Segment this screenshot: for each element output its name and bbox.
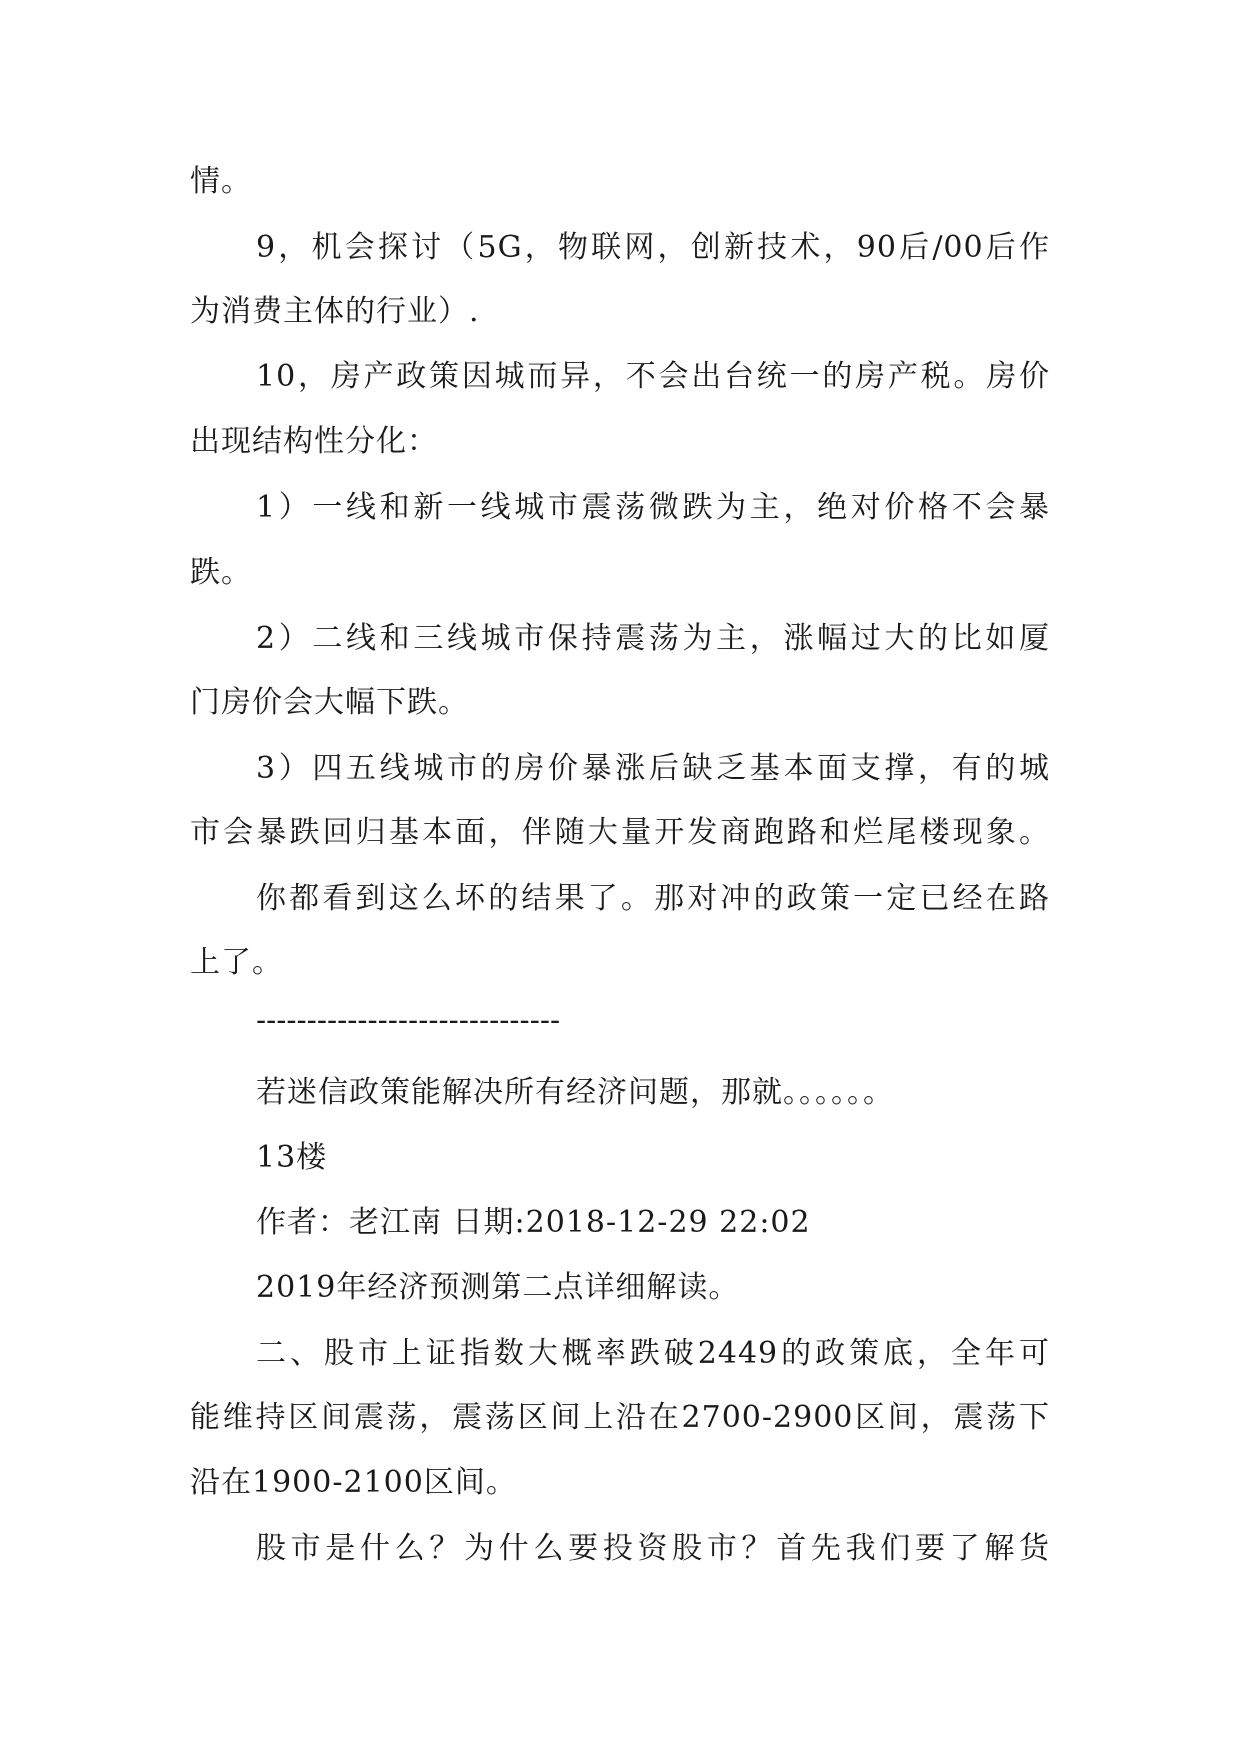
text-line: 为消费主体的行业）. [190,294,480,329]
text-line: 9，机会探讨（5G，物联网，创新技术，90后/00后作 [256,230,1050,265]
text-line: 3）四五线城市的房价暴涨后缺乏基本面支撑，有的城 [256,751,1050,786]
text-line: 2019年经济预测第二点详细解读。 [256,1270,740,1305]
text-line: 股市是什么？为什么要投资股市？首先我们要了解货 [256,1531,1050,1566]
author-date-line: 作者：老江南 日期:2018-12-29 22:02 [256,1205,811,1240]
text-line: 门房价会大幅下跌。 [190,685,469,720]
text-line: 你都看到这么坏的结果了。那对冲的政策一定已经在路 [256,881,1050,916]
text-line: 上了。 [190,945,283,980]
text-line: 二、股市上证指数大概率跌破2449的政策底，全年可 [256,1336,1050,1371]
text-line: 能维持区间震荡，震荡区间上沿在2700-2900区间，震荡下 [190,1400,1050,1435]
text-line: 情。 [190,164,252,199]
floor-number: 13楼 [256,1140,328,1175]
text-line: 沿在1900-2100区间。 [190,1465,517,1500]
text-line: 若迷信政策能解决所有经济问题，那就。。。。。。 [256,1075,894,1110]
text-line: 2）二线和三线城市保持震荡为主，涨幅过大的比如厦 [256,621,1050,656]
text-line: 10，房产政策因城而异，不会出台统一的房产税。房价 [256,359,1050,394]
text-line: 市会暴跌回归基本面，伴随大量开发商跑路和烂尾楼现象。 [190,815,1050,850]
text-line: 出现结构性分化： [190,424,438,459]
separator-line: ------------------------------ [256,1003,561,1038]
text-line: 1）一线和新一线城市震荡微跌为主，绝对价格不会暴 [256,490,1050,525]
text-line: 跌。 [190,555,252,590]
